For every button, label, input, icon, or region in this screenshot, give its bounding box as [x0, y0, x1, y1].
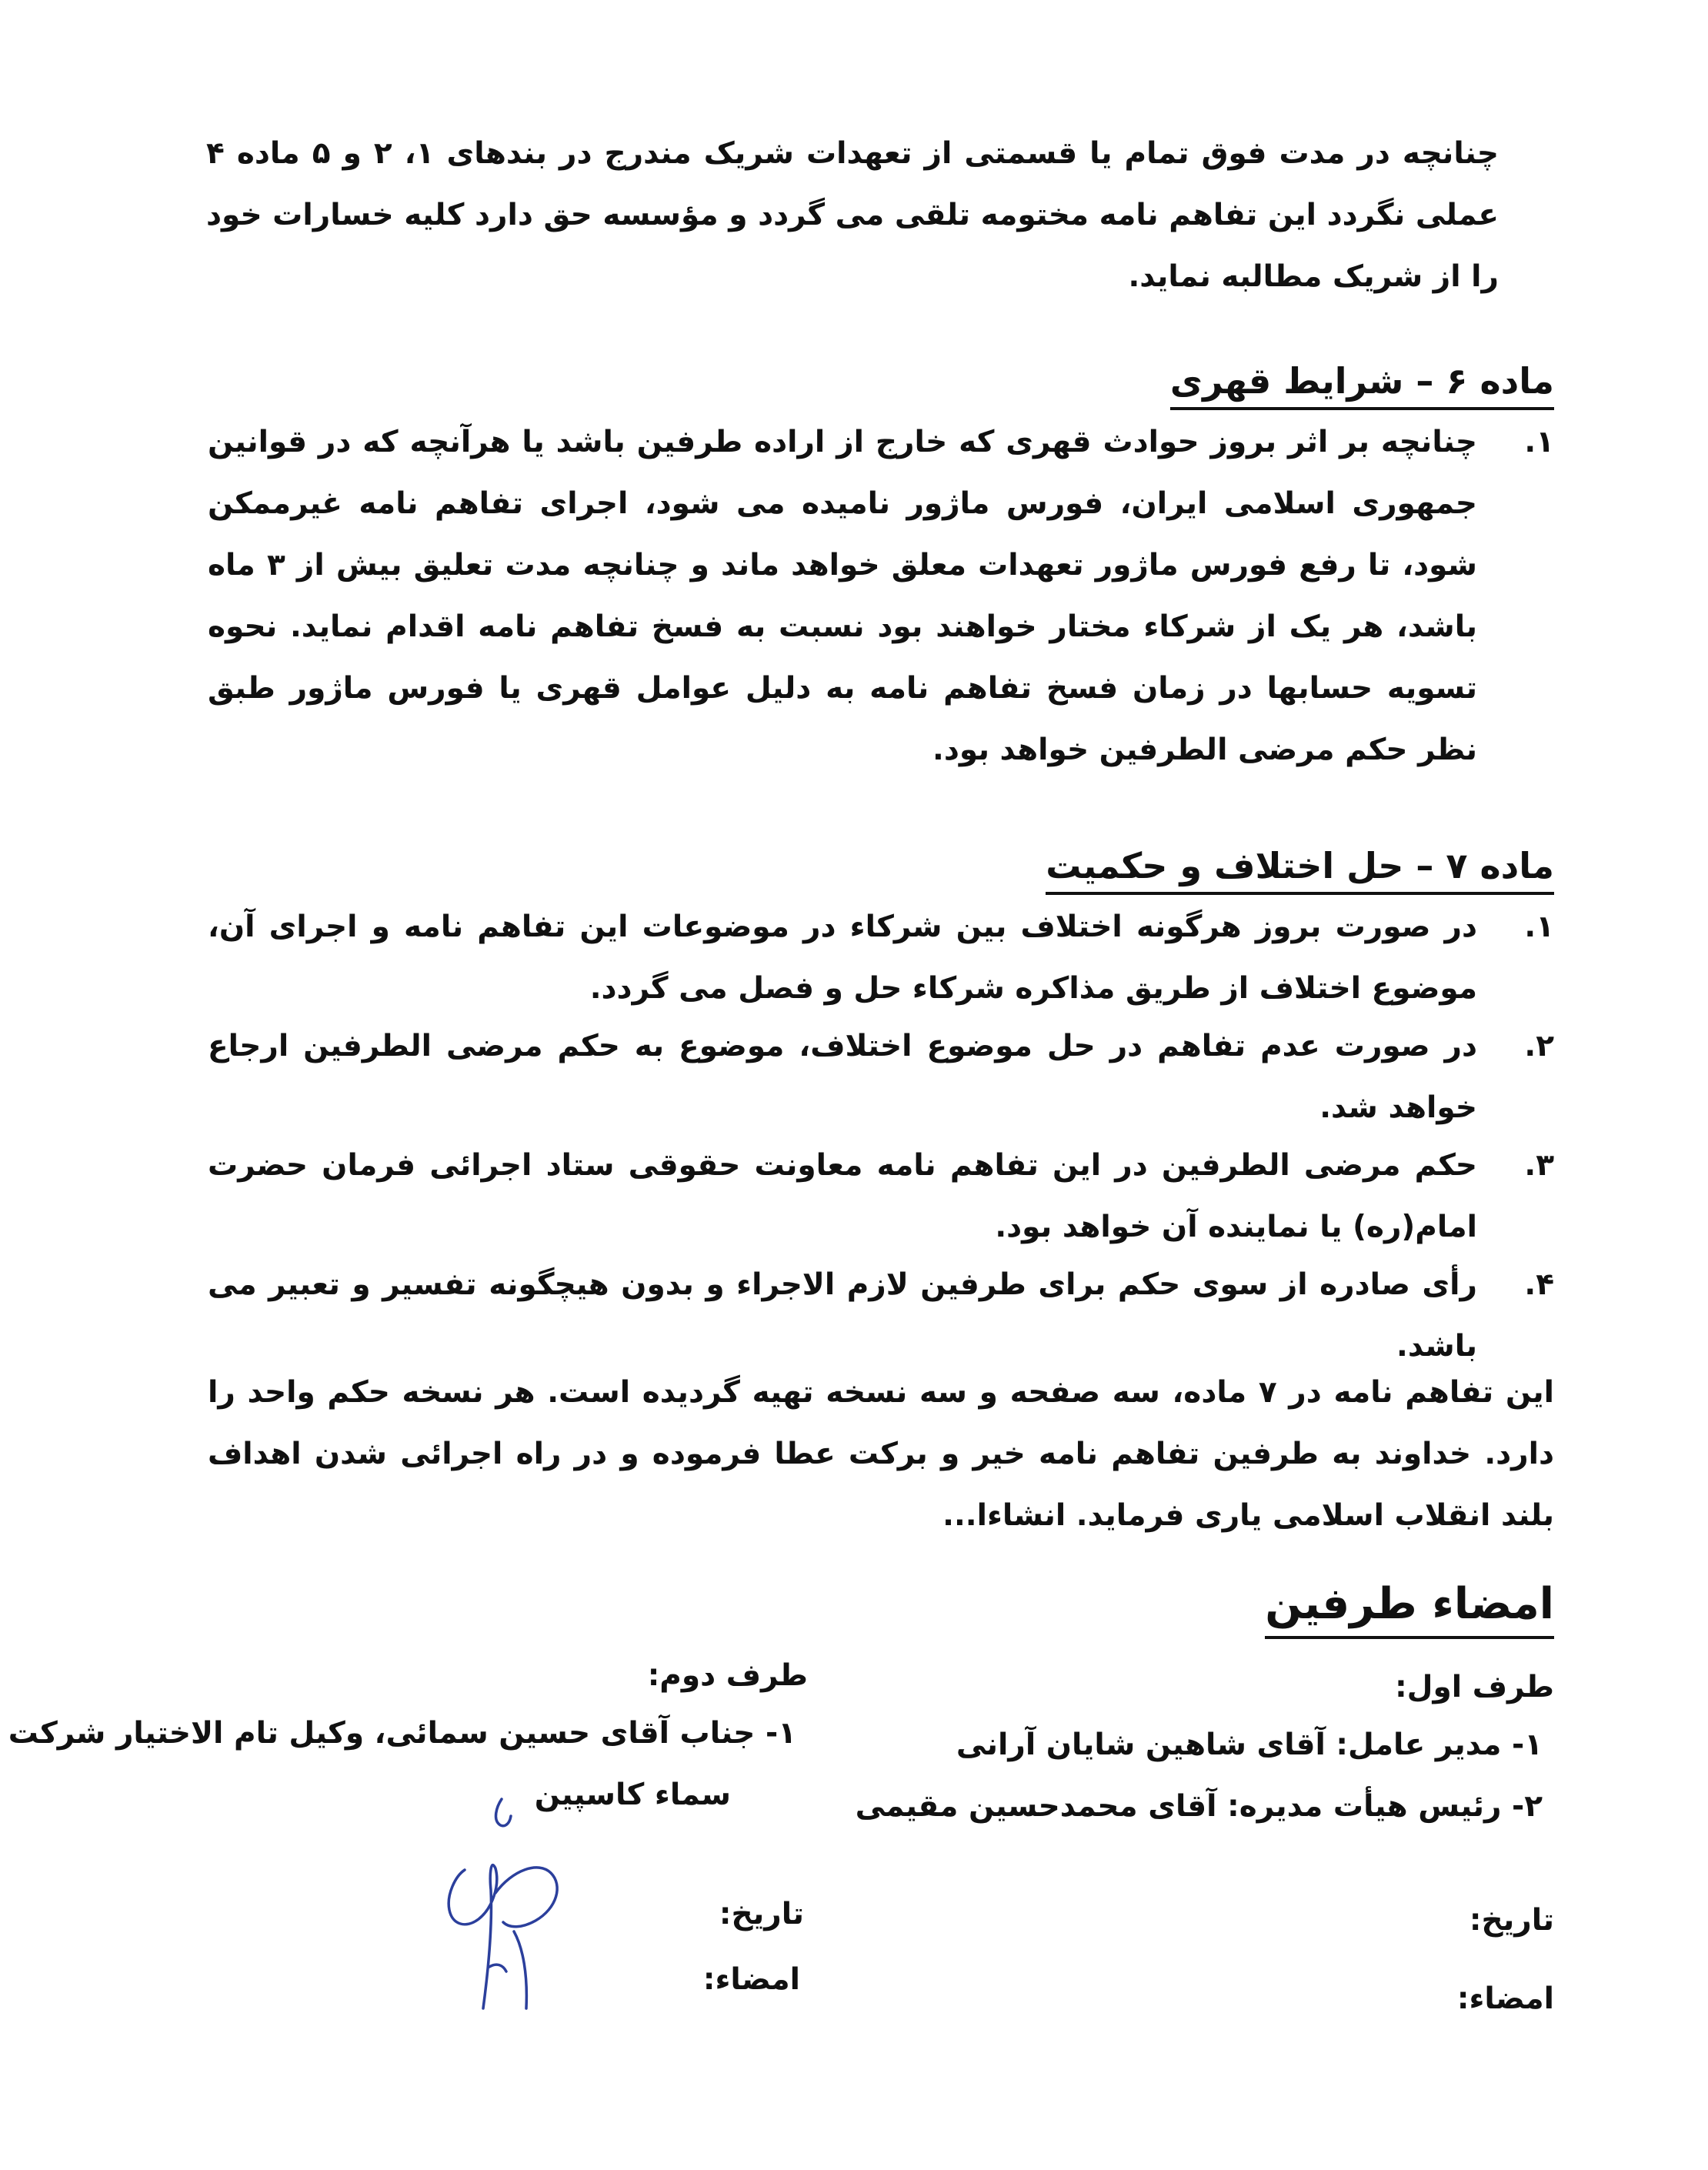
article-7-item-1 — [208, 896, 1554, 1020]
item-text: رأی صادره از سوی حکم برای طرفین لازم الاجراء و بدون هیچگونه تفسیر و تعبیر می باشد. — [208, 1267, 1477, 1364]
party-2-line-1: ۱- جناب آقای حسین سمائی، وکیل تام الاختیار شرکت — [8, 1716, 796, 1751]
item-marker: ۲. — [1524, 1029, 1554, 1063]
party-1-date-label: تاریخ: — [1469, 1903, 1554, 1938]
article-6-item-1 — [208, 412, 1554, 781]
signatures-title: امضاء طرفین — [1265, 1577, 1554, 1639]
item-marker: ۱. — [1524, 425, 1554, 459]
item-marker: ۱. — [1524, 910, 1554, 944]
closing-paragraph: این تفاهم نامه در ۷ ماده، سه صفحه و سه نسخه تهیه گردیده است. هر نسخه حکم واحد را دارد. خداوند به طرفین تفاهم نامه خیر و برکت عطا فرموده و در راه اجرائی شدن اهداف بلند انقلاب اسلامی یاری فرماید. انشاءا... — [208, 1375, 1554, 1533]
party-1-line-1: ۱- مدیر عامل: آقای شاهین شایان آرانی — [956, 1728, 1543, 1762]
item-text: حکم مرضی الطرفین در این تفاهم نامه معاونت حقوقی ستاد اجرائی فرمان حضرت امام(ره) یا نماینده آن خواهد بود. — [208, 1148, 1477, 1244]
party-2-line-2: سماء کاسپین — [534, 1778, 731, 1812]
party-1-sign-label: امضاء: — [1456, 1981, 1554, 2016]
item-text: در صورت عدم تفاهم در حل موضوع اختلاف، موضوع به حکم مرضی الطرفین ارجاع خواهد شد. — [208, 1029, 1477, 1125]
article-7-item-2 — [208, 1016, 1554, 1139]
article-6-heading: ماده ۶ – شرایط قهری — [1170, 358, 1554, 410]
handwritten-signature — [415, 1778, 585, 2031]
party-2-label: طرف دوم: — [647, 1658, 808, 1693]
article-7-item-4 — [208, 1254, 1554, 1377]
article-7-item-3 — [208, 1135, 1554, 1258]
intro-paragraph: چنانچه در مدت فوق تمام یا قسمتی از تعهدات شریک مندرج در بندهای ۱، ۲ و ۵ ماده ۴ عملی نگردد این تفاهم نامه مختومه تلقی می گردد و مؤسسه حق دارد کلیه خسارات خود را از شریک مطالبه نماید. — [206, 136, 1499, 294]
party-2-date-label: تاریخ: — [719, 1897, 804, 1931]
party-1-label: طرف اول: — [1395, 1670, 1554, 1704]
party-1-line-2: ۲- رئیس هیأت مدیره: آقای محمدحسین مقیمی — [855, 1789, 1543, 1824]
item-marker: ۳. — [1524, 1148, 1554, 1183]
item-text: چنانچه بر اثر بروز حوادث قهری که خارج از اراده طرفین باشد یا هرآنچه که در قوانین جمهوری اسلامی ایران، فورس ماژور نامیده می شود، اجرای تفاهم نامه غیرممکن شود، تا رفع فورس ماژور تعهدات معلق خواهد ماند و چنانچه مدت تعلیق بیش از ۳ ماه باشد، هر یک از شرکاء مختار خواهند بود نسبت به فسخ تفاهم نامه اقدام نماید. نحوه تسویه حسابها در زمان فسخ تفاهم نامه به دلیل عوامل قهری یا فورس ماژور طبق نظر حکم مرضی الطرفین خواهد بود. — [208, 425, 1477, 767]
item-marker: ۴. — [1524, 1267, 1554, 1302]
party-2-sign-label: امضاء: — [702, 1962, 800, 1997]
item-text: در صورت بروز هرگونه اختلاف بین شرکاء در موضوعات این تفاهم نامه و اجرای آن، موضوع اختلاف از طریق مذاکره شرکاء حل و فصل می گردد. — [208, 910, 1477, 1006]
article-7-heading: ماده ۷ – حل اختلاف و حکمیت — [1046, 843, 1554, 895]
